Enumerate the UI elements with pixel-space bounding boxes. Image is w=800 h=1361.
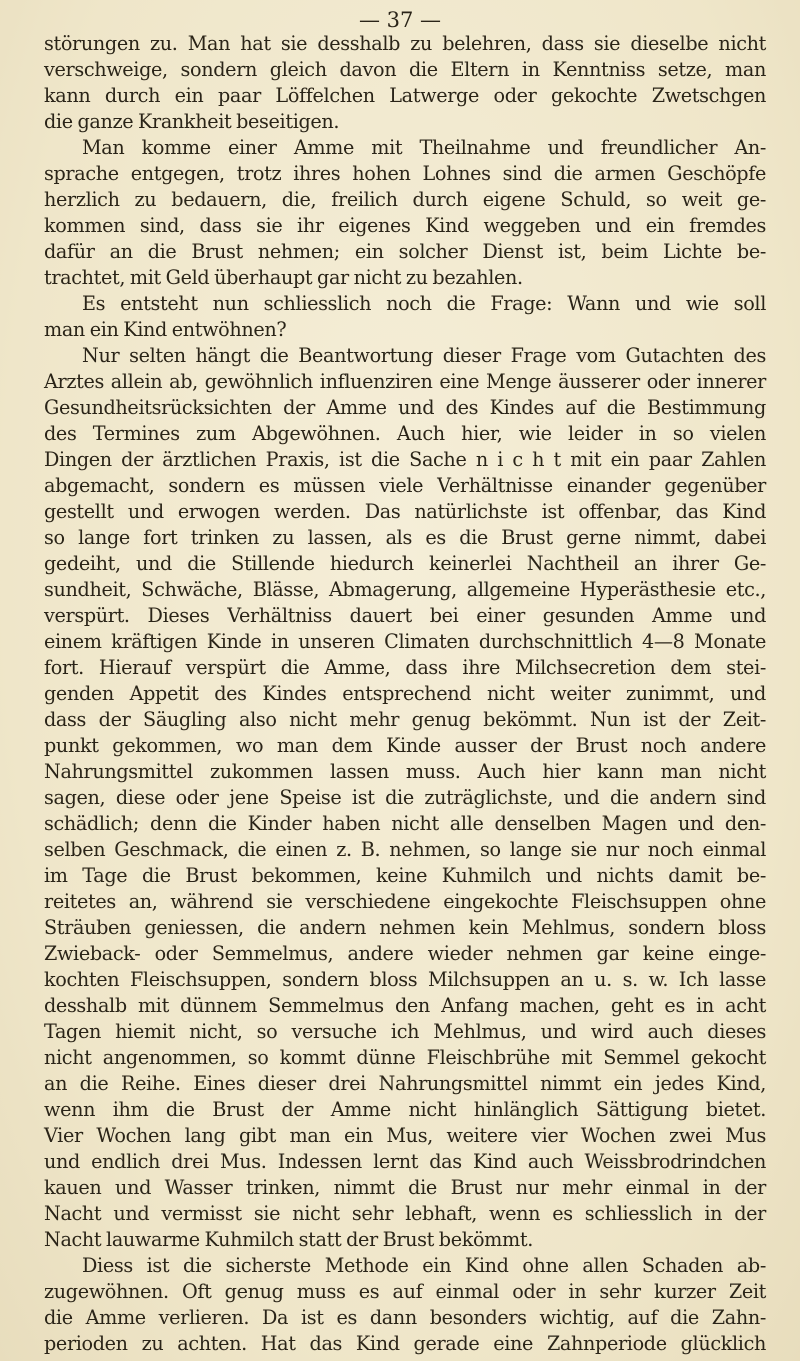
text-line: des Termines zum Abgewöhnen. Auch hier, wie leider in so vielen: [44, 422, 766, 445]
text-line: herzlich zu bedauern, die, freilich durch eigene Schuld, so weit ge-: [44, 188, 766, 211]
text-line: fort. Hierauf verspürt die Amme, dass ihre Milchsecretion dem stei-: [44, 656, 766, 679]
text-line: Es entsteht nun schliesslich noch die Frage: Wann und wie soll: [82, 292, 766, 315]
text-line: zugewöhnen. Oft genug muss es auf einmal oder in sehr kurzer Zeit: [44, 1280, 766, 1303]
body-text: [44, 31, 766, 1357]
text-line: Nacht und vermisst sie nicht sehr lebhaft, wenn es schliesslich in der: [44, 1202, 766, 1225]
text-line: die ganze Krankheit beseitigen.: [44, 110, 340, 133]
text-line: wenn ihm die Brust der Amme nicht hinlänglich Sättigung bietet.: [44, 1098, 766, 1121]
text-line: Zwieback- oder Semmelmus, andere wieder nehmen gar keine einge-: [44, 942, 766, 965]
text-line: Man komme einer Amme mit Theilnahme und freundlicher An-: [82, 136, 766, 159]
text-line: dafür an die Brust nehmen; ein solcher Dienst ist, beim Lichte be-: [44, 240, 766, 263]
text-line: schädlich; denn die Kinder haben nicht alle denselben Magen und den-: [44, 812, 766, 835]
text-line: Gesundheitsrücksichten der Amme und des Kindes auf die Bestimmung: [44, 396, 766, 419]
text-line: trachtet, mit Geld überhaupt gar nicht zu bezahlen.: [44, 266, 523, 289]
text-line: abgemacht, sondern es müssen viele Verhältnisse einander gegenüber: [44, 474, 766, 497]
text-line: desshalb mit dünnem Semmelmus den Anfang machen, geht es in acht: [44, 994, 766, 1017]
text-line: punkt gekommen, wo man dem Kinde ausser der Brust noch andere: [44, 734, 766, 757]
text-line: Nahrungsmittel zukommen lassen muss. Auch hier kann man nicht: [44, 760, 766, 783]
text-line: man ein Kind entwöhnen?: [44, 318, 287, 341]
text-line: selben Geschmack, die einen z. B. nehmen, so lange sie nur noch einmal: [44, 838, 766, 861]
text-line: genden Appetit des Kindes entsprechend nicht weiter zunimmt, und: [44, 682, 766, 705]
text-line: dass der Säugling also nicht mehr genug bekömmt. Nun ist der Zeit-: [44, 708, 766, 731]
text-line: Arztes allein ab, gewöhnlich influenziren eine Menge äusserer oder innerer: [44, 370, 766, 393]
text-line: kauen und Wasser trinken, nimmt die Brust nur mehr einmal in der: [44, 1176, 766, 1199]
text-line: die Amme verlieren. Da ist es dann besonders wichtig, auf die Zahn-: [44, 1306, 766, 1329]
text-line: Dingen der ärztlichen Praxis, ist die Sache n i c h t mit ein paar Zahlen: [44, 448, 766, 471]
text-line: sprache entgegen, trotz ihres hohen Lohnes sind die armen Geschöpfe: [44, 162, 766, 185]
text-line: Diess ist die sicherste Methode ein Kind ohne allen Schaden ab-: [82, 1254, 766, 1277]
text-line: Tagen hiemit nicht, so versuche ich Mehlmus, und wird auch dieses: [44, 1020, 766, 1043]
text-line: kann durch ein paar Löffelchen Latwerge oder gekochte Zwetschgen: [44, 84, 766, 107]
text-line: sundheit, Schwäche, Blässe, Abmagerung, allgemeine Hyperästhesie etc.,: [44, 578, 766, 601]
text-line: perioden zu achten. Hat das Kind gerade eine Zahnperiode glücklich: [44, 1332, 766, 1355]
text-line: im Tage die Brust bekommen, keine Kuhmilch und nichts damit be-: [44, 864, 766, 887]
text-line: gestellt und erwogen werden. Das natürlichste ist offenbar, das Kind: [44, 500, 766, 523]
text-line: reitetes an, während sie verschiedene eingekochte Fleischsuppen ohne: [44, 890, 766, 913]
text-line: Sträuben geniessen, die andern nehmen kein Mehlmus, sondern bloss: [44, 916, 766, 939]
text-line: Nacht lauwarme Kuhmilch statt der Brust bekömmt.: [44, 1228, 533, 1251]
text-line: verspürt. Dieses Verhältniss dauert bei einer gesunden Amme und: [44, 604, 766, 627]
text-line: störungen zu. Man hat sie desshalb zu belehren, dass sie dieselbe nicht: [44, 32, 766, 55]
text-line: kochten Fleischsuppen, sondern bloss Milchsuppen an u. s. w. Ich lasse: [44, 968, 766, 991]
text-line: kommen sind, dass sie ihr eigenes Kind weggeben und ein fremdes: [44, 214, 766, 237]
page-number: — 37 —: [358, 8, 442, 32]
text-line: und endlich drei Mus. Indessen lernt das Kind auch Weissbrodrindchen: [44, 1150, 766, 1173]
text-line: Vier Wochen lang gibt man ein Mus, weitere vier Wochen zwei Mus: [44, 1124, 766, 1147]
text-line: einem kräftigen Kinde in unseren Climaten durchschnittlich 4—8 Monate: [44, 630, 766, 653]
text-line: an die Reihe. Eines dieser drei Nahrungsmittel nimmt ein jedes Kind,: [44, 1072, 766, 1095]
text-line: Nur selten hängt die Beantwortung dieser Frage vom Gutachten des: [82, 344, 766, 367]
text-line: gedeiht, und die Stillende hiedurch keinerlei Nachtheil an ihrer Ge-: [44, 552, 766, 575]
text-line: sagen, diese oder jene Speise ist die zuträglichste, und die andern sind: [44, 786, 766, 809]
text-line: verschweige, sondern gleich davon die Eltern in Kenntniss setze, man: [44, 58, 766, 81]
text-line: nicht angenommen, so kommt dünne Fleischbrühe mit Semmel gekocht: [44, 1046, 766, 1069]
text-line: so lange fort trinken zu lassen, als es die Brust gerne nimmt, dabei: [44, 526, 766, 549]
